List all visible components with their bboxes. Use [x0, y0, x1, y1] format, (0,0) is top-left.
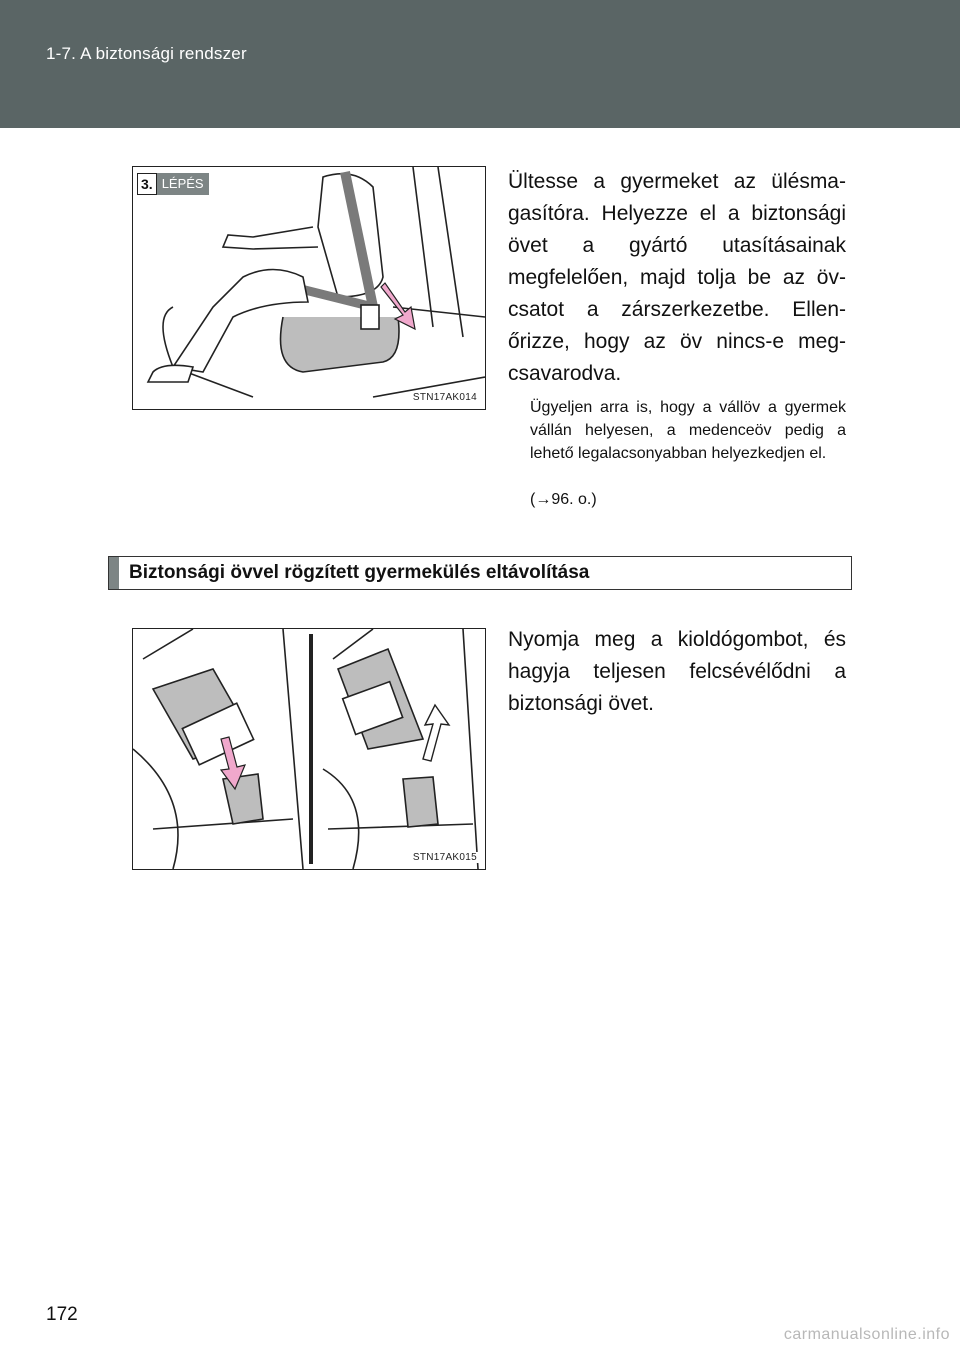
page-number: 172	[46, 1304, 78, 1325]
step-label: LÉPÉS	[157, 173, 209, 195]
child-booster-drawing	[133, 167, 485, 409]
figure-code: STN17AK015	[412, 852, 477, 863]
section-heading	[108, 556, 852, 590]
page-header	[0, 0, 960, 128]
page-reference: (→96. o.)	[530, 491, 597, 508]
watermark: carmanualsonline.info	[783, 1326, 950, 1343]
belt-position-note: Ügyeljen arra is, hogy a vállöv a gyermek vállán helyesen, a medenceöv pedig a lehető legalacsonyabban helyezkedjen el.	[530, 399, 846, 462]
step-number: 3.	[137, 173, 157, 195]
removal-instruction: Nyomja meg a kioldógombot, és hagyja teljesen felcsévélődni a biztonsági övet.	[508, 628, 846, 715]
chapter-title: 1-7. A biztonsági rendszer	[46, 44, 247, 63]
booster-seat-illustration	[132, 166, 486, 410]
section-title: Biztonsági övvel rögzített gyermekülés eltávolítása	[129, 562, 590, 583]
step-badge	[137, 173, 209, 195]
step-instruction: Ültesse a gyermeket az ülésmagasítóra. Helyezze el a biztonsági övet a gyártó utasításainak megfelelően, majd tolja be az övcsatot a zárszerkezetbe. Ellenőrizze, hogy az öv nincs-e megcsavarodva.	[508, 170, 846, 385]
buckle-release-drawing	[133, 629, 485, 869]
buckle-release-illustration	[132, 628, 486, 870]
section-accent	[109, 557, 119, 589]
figure-code: STN17AK014	[412, 392, 477, 403]
